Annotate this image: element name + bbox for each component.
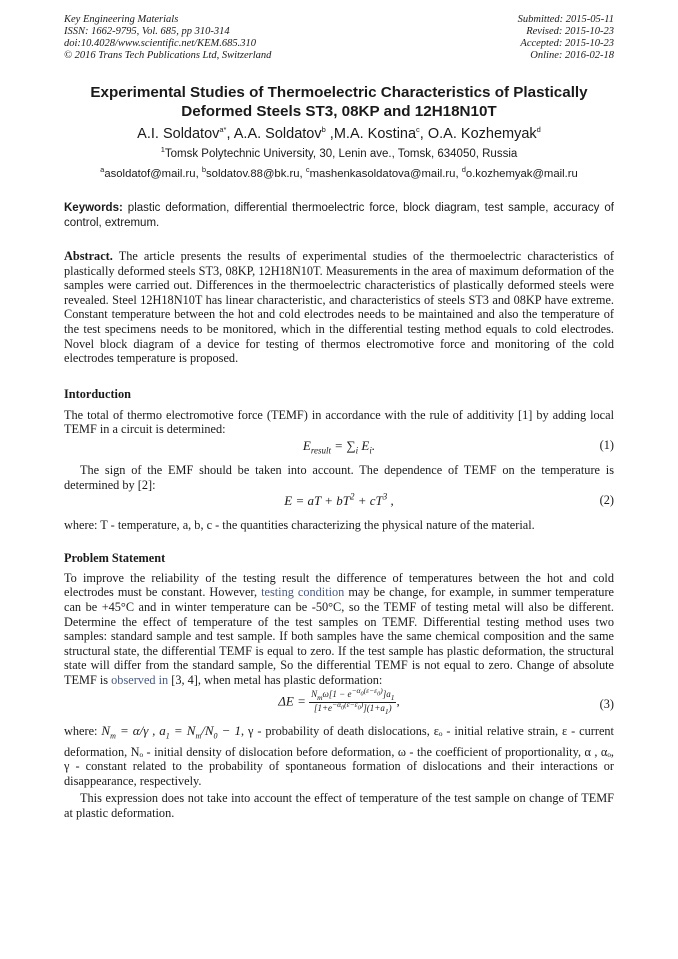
paragraph: where: $N_m = \alpha/\gamma$ , $a_1 = N_m/N_0 - 1$, γ - probability of death dislocations, εₒ - initial relative strain, ε - current deformation, Nₒ - initial density of dislocation before deformation, ω - the coefficient of proportionality, α , αₒ, γ - constant related to the probability of spontaneous formation of dislocations and their interactions or disappearance, respectively. xyxy=(64,723,614,788)
email-link[interactable]: mashenkasoldatova@mail.ru xyxy=(309,168,456,180)
email-link[interactable]: o.kozhemyak@mail.ru xyxy=(465,168,578,180)
paragraph: The sign of the EMF should be taken into account. The dependence of TEMF on the temperature is determined by [2]: xyxy=(64,462,614,492)
affiliation: $^1$Tomsk Polytechnic University, 30, Lenin ave., Tomsk, 634050, Russia xyxy=(160,145,518,160)
equation-2: E = aT + $bT^2 + cT^3$ , (2) xyxy=(284,491,614,509)
author-emails: $^a$asoldatof@mail.ru, $^b$soldatov.88@bk.ru, $^c$mashenkasoldatova@mail.ru, $^d$o.kozhemyak@mail.ru xyxy=(100,165,578,180)
section-heading-introduction: Intorduction xyxy=(64,386,131,401)
author: M.A. Kostina xyxy=(333,126,417,142)
paragraph: To improve the reliability of the testing result the difference of temperatures between the hot and cold electrodes must be constant. However, testing condition may be change, for example, in summer temperature can be +45°C and in winter temperature can be -50°C, so the TEMF of testing metal will also be different. Determine the effect of temperature of the test samples on TEMF. Differential testing method uses two samples: standard sample and test sample. If both samples have the same chemical composition and the same structural state, the differential TEMF is equal to zero. If the test sample has plastic deformation, the structural state will differ from the standard sample, So the differential TEMF is not equal to zero. Change of absolute TEMF is observed in [3, 4], when metal has plastic deformation: xyxy=(64,570,615,687)
abstract: Abstract. The article presents the results of experimental studies of the thermoelectric characteristics of plastically deformed steels ST3, 08KP, 12H18N10T. Measurements in the area of maximum deformation of the samples were carried out. Differences in the thermoelectric characteristics of plastically deformed steels were revealed. Steel 12H18N10T has linear characteristic, and characteristics of steels ST3 and 08KP have extreme. Constant temperature between the hot and cold electrodes needs to be maintained and also the temperature of the test specimens needs to be monitored, which in the differential testing method equals to cold electrodes. Novel block diagram of a device for testing of thermos electromotive force and monitoring of the cold electrodes temperature is proposed. xyxy=(64,249,615,366)
keywords: Keywords: plastic deformation, differential thermoelectric force, block diagram, test sample, accuracy of control, extremum. xyxy=(64,202,614,229)
journal-info: Key Engineering Materials ISSN: 1662-9795, Vol. 685, pp 310-314 doi:10.4028/www.scientific.net/KEM.685.310 © 2016 Trans Tech Publications Ltd, Switzerland xyxy=(64,14,272,61)
author-list: A.I. Soldatov$^{a*}$, A.A. Soldatov$^b$ ,M.A. Kostina$^c$, O.A. Kozhemyak$^d$ xyxy=(137,125,541,142)
author: A.A. Soldatov xyxy=(233,126,322,142)
author: A.I. Soldatov xyxy=(137,126,220,142)
equation-3: ΔE = $\frac{N_m\omega[1 - e^{-\alpha_0(\varepsilon-\varepsilon_0)}]a_1}{[1+e^{-\alpha_0(\varepsilon-\varepsilon_0)}](1+a_1)}$ , (3) xyxy=(278,686,614,717)
paragraph: where: T - temperature, a, b, c - the quantities characterizing the physical nature of the material. xyxy=(64,518,535,533)
page xyxy=(64,14,614,821)
publication-dates: Submitted: 2015-05-11 Revised: 2015-10-23 Accepted: 2015-10-23 Online: 2016-02-18 xyxy=(517,14,614,61)
paragraph: This expression does not take into account the effect of temperature of the test sample on change of TEMF at plastic deformation. xyxy=(64,791,614,821)
email-link[interactable]: asoldatof@mail.ru xyxy=(104,168,196,180)
paragraph: The total of thermo electromotive force (TEMF) in accordance with the rule of additivity [1] by adding local TEMF in a circuit is determined: xyxy=(64,407,614,437)
author: O.A. Kozhemyak xyxy=(427,126,537,142)
journal-header xyxy=(64,14,614,62)
section-heading-problem-statement: Problem Statement xyxy=(64,550,166,565)
email-link[interactable]: soldatov.88@bk.ru xyxy=(206,168,300,180)
paper-title: Experimental Studies of Thermoelectric Characteristics of Plastically Deformed Steels ST3, 08KP and 12H18N10T xyxy=(90,84,588,120)
equation-1: $E_{result} = \sum_i$ $E_i$. (1) xyxy=(302,437,614,456)
